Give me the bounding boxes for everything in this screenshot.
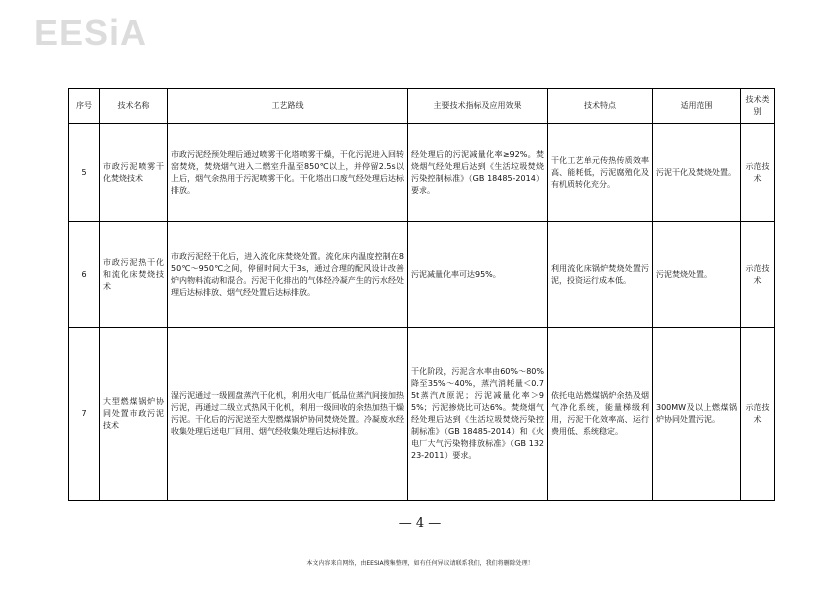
technology-table: [68, 88, 775, 501]
cell-scope: 污泥焚烧处置。: [653, 222, 741, 328]
table-header-row: [69, 89, 775, 124]
cell-no: 7: [69, 328, 100, 501]
cell-route: 市政污泥经预处理后通过喷雾干化塔喷雾干燥，干化污泥进入回转窑焚烧，焚烧烟气进入二燃室升温至850℃以上，并停留2.5s以上后，烟气余热用于污泥喷雾干化。干化塔出口废气经处理后达标排放。: [168, 124, 408, 222]
cell-category: 示范技术: [741, 124, 775, 222]
cell-scope: 300MW及以上燃煤锅炉协同处置污泥。: [653, 328, 741, 501]
header-feature: 技术特点: [548, 89, 653, 124]
table-row: [69, 124, 775, 222]
cell-no: 6: [69, 222, 100, 328]
footer-notice: 本文内容来自网络，由EESIA搜集整理，如有任何异议请联系我们，我们将删除处理！: [306, 560, 534, 567]
table-row: [69, 328, 775, 501]
cell-effect: 污泥减量化率可达95%。: [408, 222, 548, 328]
header-category: 技术类别: [741, 89, 775, 124]
cell-name: 市政污泥热干化和流化床焚烧技术: [100, 222, 168, 328]
cell-no: 5: [69, 124, 100, 222]
cell-feature: 依托电站燃煤锅炉余热及烟气净化系统，能量梯级利用，污泥干化效率高、运行费用低、系统稳定。: [548, 328, 653, 501]
table-row: [69, 222, 775, 328]
cell-name: 大型燃煤锅炉协同处置市政污泥技术: [100, 328, 168, 501]
header-effect: 主要技术指标及应用效果: [408, 89, 548, 124]
cell-route: 湿污泥通过一级圆盘蒸汽干化机，利用火电厂低品位蒸汽间接加热污泥，再通过二级立式热风干化机，利用一级回收的余热加热干燥污泥。干化后的污泥送至大型燃煤锅炉协同焚烧处置。冷凝废水经收集处理后送电厂回用、烟气经收集处理后达标排放。: [168, 328, 408, 501]
cell-effect: 经处理后的污泥减量化率≥92%。焚烧烟气经处理后达到《生活垃圾焚烧污染控制标准》（GB 18485-2014）要求。: [408, 124, 548, 222]
header-no: 序号: [69, 89, 100, 124]
header-route: 工艺路线: [168, 89, 408, 124]
cell-feature: 干化工艺单元传热传质效率高、能耗低，污泥腐殖化及有机质转化充分。: [548, 124, 653, 222]
page-number: — 4 —: [398, 516, 442, 531]
eesia-logo: EESiA: [34, 12, 148, 53]
cell-effect: 干化阶段，污泥含水率由60%～80%降至35%～40%，蒸汽消耗量＜0.75t蒸汽/t原泥；污泥减量化率＞95%；污泥掺烧比可达6%。焚烧烟气经处理后达到《生活垃圾焚烧污染控制标准》（GB 18485-2014）和《火电厂大气污染物排放标准》（GB 13223-2011）要求。: [408, 328, 548, 501]
header-scope: 适用范围: [653, 89, 741, 124]
cell-feature: 利用流化床锅炉焚烧处置污泥，投资运行成本低。: [548, 222, 653, 328]
cell-category: 示范技术: [741, 222, 775, 328]
cell-scope: 污泥干化及焚烧处置。: [653, 124, 741, 222]
cell-route: 市政污泥经干化后，进入流化床焚烧处置。流化床内温度控制在850℃～950℃之间，停留时间大于3s，通过合理的配风设计改善炉内物料流动和混合。污泥干化排出的气体经冷凝产生的污水经处理后达标排放、烟气经处置后达标排放。: [168, 222, 408, 328]
header-name: 技术名称: [100, 89, 168, 124]
cell-name: 市政污泥喷雾干化焚烧技术: [100, 124, 168, 222]
cell-category: 示范技术: [741, 328, 775, 501]
